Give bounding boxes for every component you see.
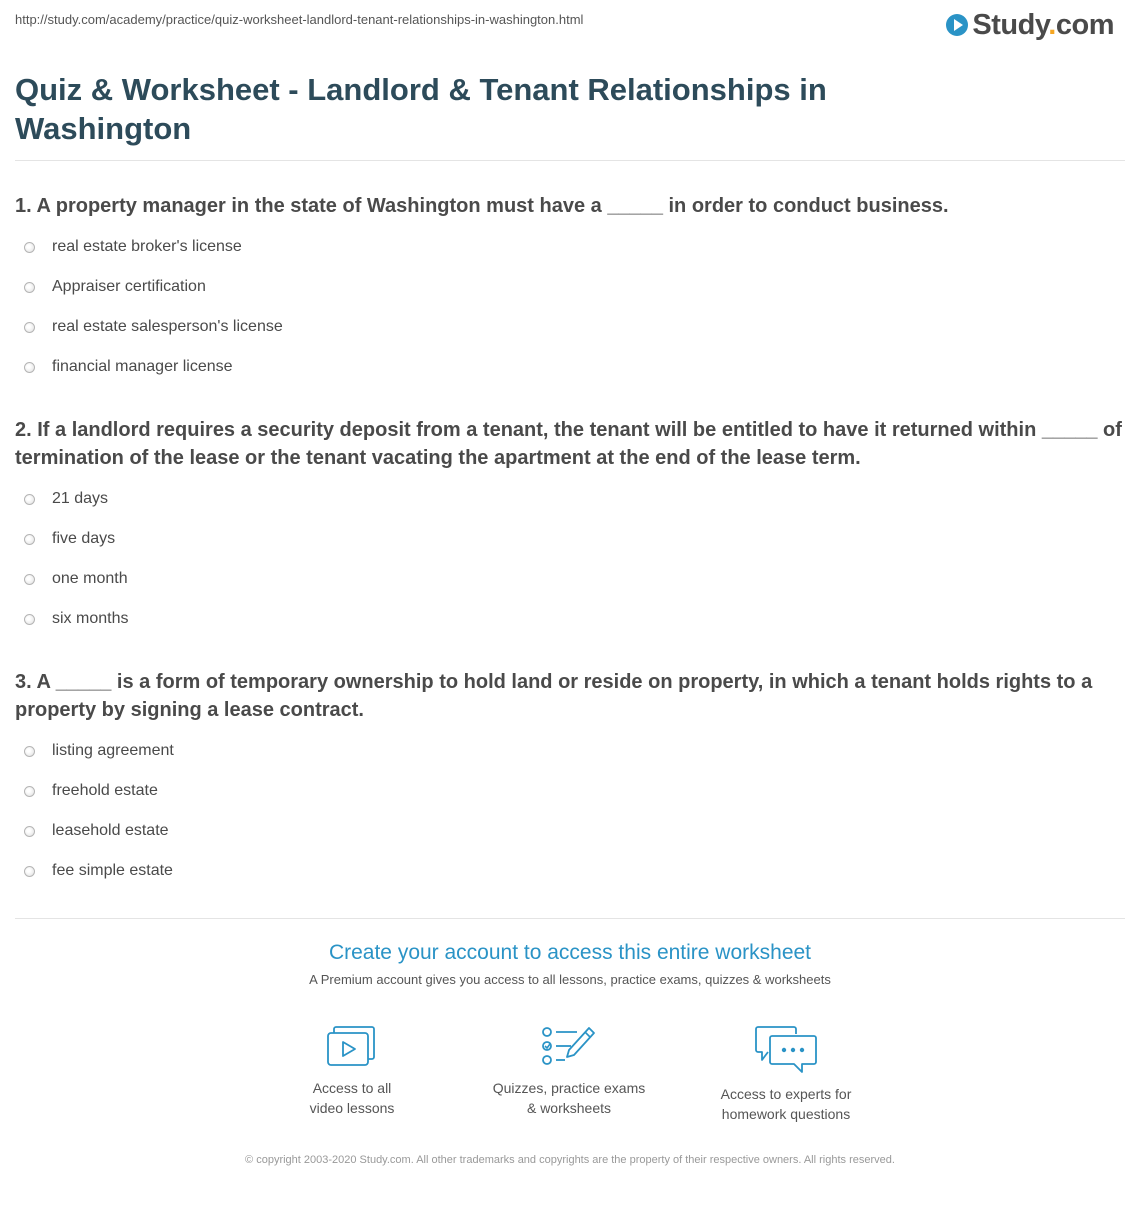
answer-label: five days — [52, 530, 116, 547]
answer-option[interactable] — [15, 771, 174, 811]
divider — [15, 918, 1125, 919]
feature-label: Access to experts for homework questions — [720, 1086, 852, 1122]
answer-option[interactable] — [15, 851, 174, 891]
answer-label: fee simple estate — [52, 862, 173, 879]
answer-label: listing agreement — [52, 742, 174, 759]
question-2: 2. If a landlord requires a security deposit from a tenant, the tenant will be entitled to have it returned within _____ of termination of the lease or the tenant vacating the apartment at the end of the lease term. — [15, 419, 1122, 469]
quiz-checklist-icon — [541, 1024, 597, 1068]
answer-option[interactable] — [15, 307, 283, 347]
answer-list-2 — [15, 479, 128, 639]
answer-option[interactable] — [15, 811, 174, 851]
answer-label: 21 days — [52, 490, 109, 507]
answer-option[interactable] — [15, 267, 283, 307]
answer-list-3 — [15, 731, 174, 891]
question-3: 3. A _____ is a form of temporary ownership to hold land or reside on property, in which a tenant holds rights to a property by signing a lease contract. — [15, 671, 1093, 721]
feature-quizzes — [469, 1024, 669, 1118]
video-lessons-icon — [326, 1024, 378, 1068]
divider — [15, 160, 1125, 161]
play-logo-icon — [946, 14, 968, 36]
radio-button[interactable] — [24, 614, 35, 625]
page-url: http://study.com/academy/practice/quiz-worksheet-landlord-tenant-relationships-in-washington.html — [15, 12, 584, 27]
radio-button[interactable] — [24, 242, 35, 253]
answer-option[interactable] — [15, 519, 128, 559]
question-1: 1. A property manager in the state of Washington must have a _____ in order to conduct business. — [15, 195, 949, 217]
expert-chat-icon — [754, 1024, 818, 1074]
radio-button[interactable] — [24, 322, 35, 333]
radio-button[interactable] — [24, 574, 35, 585]
answer-label: financial manager license — [52, 358, 233, 375]
answer-list-1 — [15, 227, 283, 387]
radio-button[interactable] — [24, 534, 35, 545]
premium-description: A Premium account gives you access to all lessons, practice exams, quizzes & worksheets — [309, 972, 831, 987]
feature-label: Quizzes, practice exams & worksheets — [492, 1080, 646, 1116]
answer-label: six months — [52, 610, 129, 627]
answer-label: Appraiser certification — [52, 278, 206, 295]
radio-button[interactable] — [24, 786, 35, 797]
radio-button[interactable] — [24, 362, 35, 373]
radio-button[interactable] — [24, 826, 35, 837]
logo-name: Study — [972, 8, 1049, 41]
radio-button[interactable] — [24, 494, 35, 505]
feature-video-lessons — [252, 1024, 452, 1118]
study-logo[interactable] — [946, 8, 1114, 42]
logo-tld: com — [1055, 8, 1114, 41]
page-title: Quiz & Worksheet - Landlord & Tenant Relationships in Washington — [15, 72, 827, 146]
feature-experts — [686, 1024, 886, 1124]
answer-option[interactable] — [15, 559, 128, 599]
answer-label: real estate broker's license — [52, 238, 242, 255]
copyright-notice: © copyright 2003-2020 Study.com. All other trademarks and copyrights are the property of their respective owners. All rights reserved. — [245, 1154, 895, 1166]
answer-label: leasehold estate — [52, 822, 169, 839]
radio-button[interactable] — [24, 866, 35, 877]
answer-label: one month — [52, 570, 128, 587]
answer-label: freehold estate — [52, 782, 158, 799]
answer-option[interactable] — [15, 227, 283, 267]
create-account-link[interactable]: Create your account to access this entire worksheet — [328, 941, 812, 964]
radio-button[interactable] — [24, 282, 35, 293]
radio-button[interactable] — [24, 746, 35, 757]
feature-label: Access to all video lessons — [309, 1080, 395, 1116]
answer-option[interactable] — [15, 731, 174, 771]
answer-option[interactable] — [15, 347, 283, 387]
answer-label: real estate salesperson's license — [52, 318, 283, 335]
logo-dot: . — [1048, 8, 1056, 41]
answer-option[interactable] — [15, 599, 128, 639]
answer-option[interactable] — [15, 479, 128, 519]
